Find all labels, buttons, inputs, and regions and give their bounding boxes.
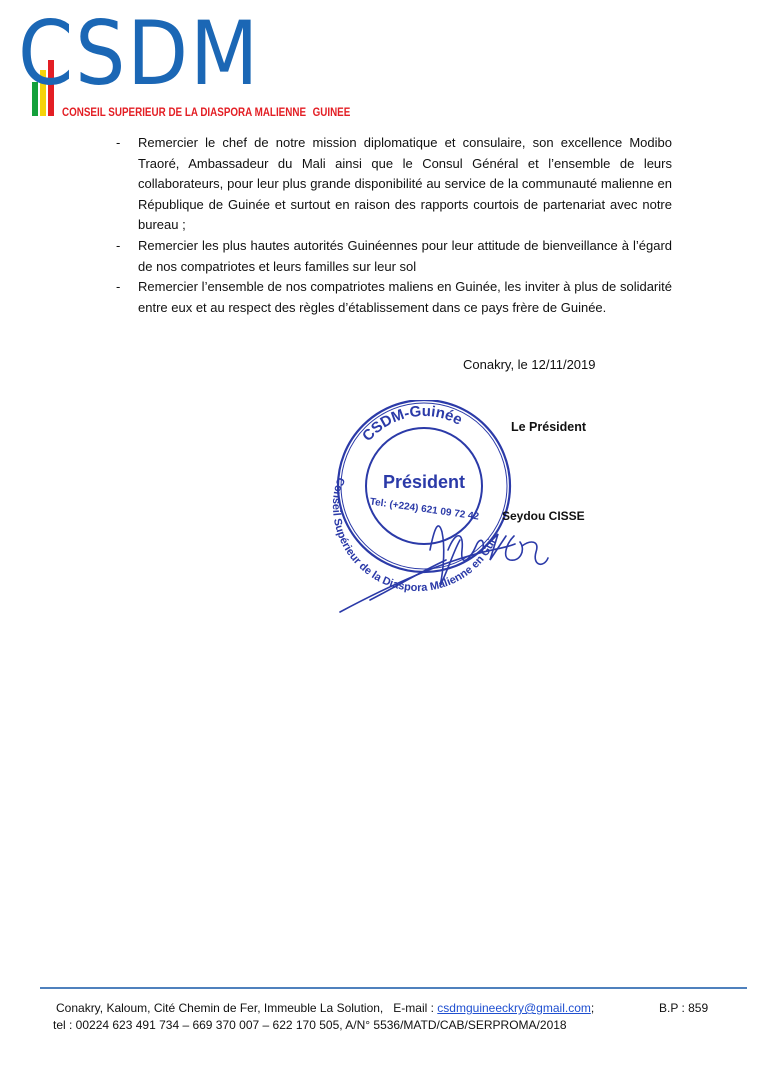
bullet-marker: - <box>116 279 121 295</box>
date-line: Conakry, le 12/11/2019 <box>463 357 596 372</box>
footer-address-line <box>56 1000 716 1017</box>
footer-divider <box>40 987 747 989</box>
bullet-marker: - <box>116 237 121 253</box>
footer-address: Conakry, Kaloum, Cité Chemin de Fer, Immeuble La Solution, <box>56 1001 384 1015</box>
list-item <box>112 277 672 318</box>
organization-full-name: CONSEIL SUPERIEUR DE LA DIASPORA MALIENNE <box>62 105 307 119</box>
bullet-marker: - <box>116 135 121 150</box>
footer-email-label: E-mail : <box>393 1001 434 1015</box>
signatory-name: Seydou CISSE <box>502 509 585 523</box>
list-item <box>112 236 672 277</box>
footer <box>53 1000 716 1034</box>
csdm-logo <box>10 2 351 120</box>
svg-text:CSDM-Guinée <box>359 403 465 445</box>
footer-email-separator: ; <box>590 1001 595 1015</box>
stamp-ring-text: Conseil Supérieur de la Diaspora Malienne en Gui <box>330 475 499 595</box>
bullet-text: Remercier les plus hautes autorités Guinéennes pour leur attitude de bienveillance à l’égard de nos compatriotes et leurs familles sur leur sol <box>138 237 672 274</box>
footer-email-link[interactable]: csdmguineeckry@gmail.com <box>437 1001 591 1015</box>
bullet-text: Remercier l’ensemble de nos compatriotes maliens en Guinée, les inviter à plus de solidarité entre eux et au respect des règles d’établissement dans ce pays frère de Guinée. <box>138 279 672 315</box>
bullet-text: Remercier le chef de notre mission diplomatique et consulaire, son excellence Modibo Traoré, Ambassadeur du Mali ainsi que le Consul Général et l’ensemble de leurs collaborateurs, pour leur plus grande disponibilité au service de la communauté malienne en République de Guinée et surtout en raison des rapports courtois de partenariat avec notre bureau ; <box>138 135 672 233</box>
stamp-center-text: Président <box>382 472 466 492</box>
organization-country: GUINEE <box>312 105 351 119</box>
logo-text: CSDM <box>18 2 261 105</box>
stamp-tel-text: Tel: (+224) 621 09 72 42 <box>369 496 480 523</box>
stamp-top-text: CSDM-Guinée <box>359 402 466 445</box>
footer-po-box: B.P : 859 <box>659 1001 709 1015</box>
signatory-title: Le Président <box>511 420 587 434</box>
footer-contact-line: tel : 00224 623 491 734 – 669 370 007 – 622 170 505, A/N° 5536/MATD/CAB/SERPROMA/2018 <box>53 1018 567 1032</box>
letter-body <box>112 133 672 318</box>
list-item <box>112 133 672 236</box>
organization-name <box>62 105 350 119</box>
